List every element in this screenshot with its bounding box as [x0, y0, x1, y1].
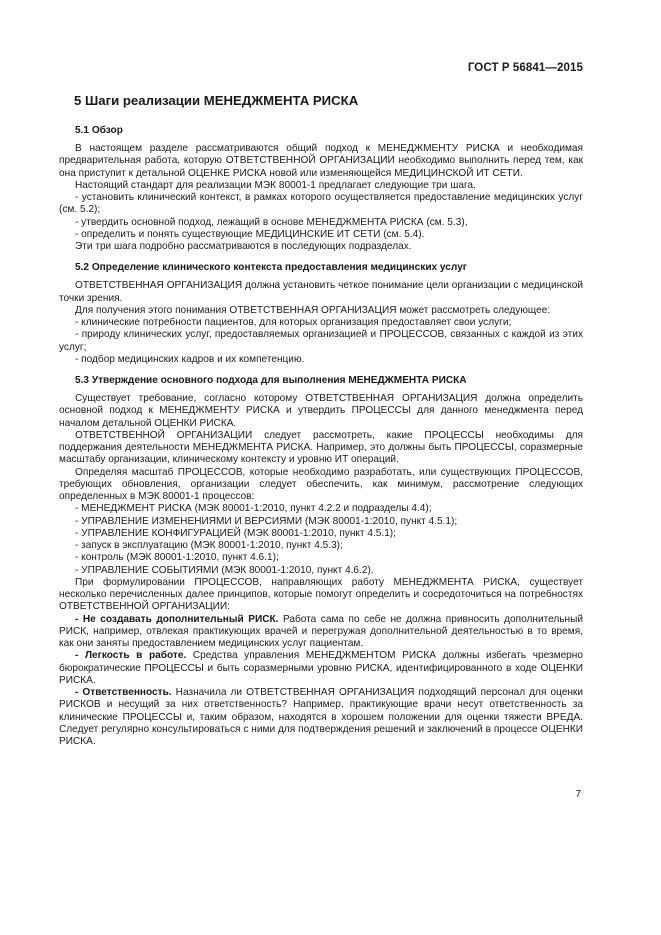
principle-lead: - Ответственность.: [75, 687, 172, 698]
paragraph: Существует требование, согласно которому ОТВЕТСТВЕННАЯ ОРГАНИЗАЦИЯ должна определить основной подход к МЕНЕДЖМЕНТУ РИСКА и утвердить ПРОЦЕССЫ для данного менеджмента перед началом детальной ОЦЕНКИ РИСКА.: [59, 393, 583, 429]
principle-lead: - Не создавать дополнительный РИСК.: [75, 613, 279, 625]
page-number: 7: [575, 789, 581, 800]
page-content: [59, 88, 583, 748]
paragraph: При формулировании ПРОЦЕССОВ, направляющих работу МЕНЕДЖМЕНТА РИСКА, существует несколько перечисленных далее принципов, которые помогут определить и сосредоточиться на потребностях ОТВЕТСТВЕННОЙ ОРГАНИЗАЦИИ:: [59, 576, 583, 613]
standard-code: ГОСТ Р 56841—2015: [467, 62, 583, 74]
principle-text: Работа сама по себе не должна привносить дополнительный РИСК, например, отвлекая практикующих врачей и перегружая дополнительной деятельностью в то время, как они заняты предоставлением медицинских услуг пациентам.: [59, 613, 583, 649]
paragraph: Настоящий стандарт для реализации МЭК 80001-1 предлагает следующие три шага.: [75, 179, 476, 191]
list-item: - установить клинический контекст, в рамках которого осуществляется предоставление медицинских услуг (см. 5.2);: [59, 192, 583, 216]
principle-item: [59, 687, 583, 748]
list-item: - природу клинических услуг, предоставляемых организацией и ПРОЦЕССОВ, связанных с каждой из этих услуг;: [59, 329, 583, 353]
list-item: - контроль (МЭК 80001-1:2010, пункт 4.6.1);: [75, 552, 279, 564]
paragraph: ОТВЕТСТВЕННОЙ ОРГАНИЗАЦИИ следует рассмотреть, какие ПРОЦЕССЫ необходимы для поддержания деятельности МЕНЕДЖМЕНТА РИСКА. Например, это должны быть ПРОЦЕССЫ, соразмерные масштабу организации, клиническому контексту и уровню ИТ операций.: [59, 429, 583, 466]
list-item: - УПРАВЛЕНИЕ ИЗМЕНЕНИЯМИ И ВЕРСИЯМИ (МЭК 80001-1:2010, пункт 4.5.1);: [75, 515, 458, 527]
subsection-title-5-2: 5.2 Определение клинического контекста предоставления медицинских услуг: [75, 262, 468, 274]
list-item: - МЕНЕДЖМЕНТ РИСКА (МЭК 80001-1:2010, пункт 4.2.2 и подразделы 4.4);: [75, 503, 432, 515]
paragraph: Определяя масштаб ПРОЦЕССОВ, которые необходимо разработать, или существующих ПРОЦЕССОВ, требующих обновления, организации следует обеспечить, как минимум, рассмотрение следующих определенных в МЭК 80001-1 процессов:: [59, 466, 583, 502]
paragraph: ОТВЕТСТВЕННАЯ ОРГАНИЗАЦИЯ должна установить четкое понимание цели организации с медицинской точки зрения.: [59, 280, 583, 304]
list-item: - УПРАВЛЕНИЕ КОНФИГУРАЦИЕЙ (МЭК 80001-1:2010, пункт 4.5.1);: [75, 527, 396, 539]
list-item: - клинические потребности пациентов, для которых организация предоставляет свои услуги;: [75, 317, 512, 328]
subsection-title-5-3: 5.3 Утверждение основного подхода для выполнения МЕНЕДЖМЕНТА РИСКА: [75, 375, 467, 386]
subsection-title-5-1: 5.1 Обзор: [75, 125, 123, 136]
principle-text: Назначила ли ОТВЕТСТВЕННАЯ ОРГАНИЗАЦИЯ подходящий персонал для оценки РИСКОВ и несущий за них ответственность? Например, практикующие врачи несут ответственность за клинические ПРОЦЕССЫ и, таким образом, находятся в хорошем положении для оценки тяжести ВРЕДА. Следует регулярно консультироваться с ними для подтверждения решений и заключений в процессе ОЦЕНКИ РИСКА.: [59, 687, 583, 747]
list-item: - УПРАВЛЕНИЕ СОБЫТИЯМИ (МЭК 80001-1:2010, пункт 4.6.2).: [75, 564, 374, 576]
paragraph: Для получения этого понимания ОТВЕТСТВЕННАЯ ОРГАНИЗАЦИЯ может рассмотреть следующее:: [75, 304, 551, 316]
section-title: 5 Шаги реализации МЕНЕДЖМЕНТА РИСКА: [74, 93, 359, 108]
principle-item: [59, 614, 583, 651]
principle-lead: - Легкость в работе.: [75, 650, 187, 662]
principle-text: Средства управления МЕНЕДЖМЕНТОМ РИСКА должны избегать чрезмерно бюрократические ПРОЦЕССЫ и быть соразмерными уровню РИСКА, идентифицированного в ходе ОЦЕНКИ РИСКА.: [59, 650, 583, 686]
paragraph: В настоящем разделе рассматриваются общий подход к МЕНЕДЖМЕНТУ РИСКА и необходимая предварительная работа, которую ОТВЕТСТВЕННОЙ ОРГАНИЗАЦИИ необходимо выполнить перед тем, как она приступит к детальной ОЦЕНКЕ РИСКА новой или изменяющейся МЕДИЦИНСКОЙ ИТ СЕТИ.: [59, 143, 583, 179]
list-item: - подбор медицинских кадров и их компетенцию.: [75, 353, 305, 365]
list-item: - определить и понять существующие МЕДИЦИНСКИЕ ИТ СЕТИ (см. 5.4).: [75, 228, 425, 240]
paragraph: Эти три шага подробно рассматриваются в последующих подразделах.: [75, 241, 412, 252]
list-item: - запуск в эксплуатацию (МЭК 80001-1:2010, пункт 4.5.3);: [75, 540, 343, 551]
principle-item: [59, 650, 583, 687]
list-item: - утвердить основной подход, лежащий в основе МЕНЕДЖМЕНТА РИСКА (см. 5.3),: [75, 216, 468, 228]
